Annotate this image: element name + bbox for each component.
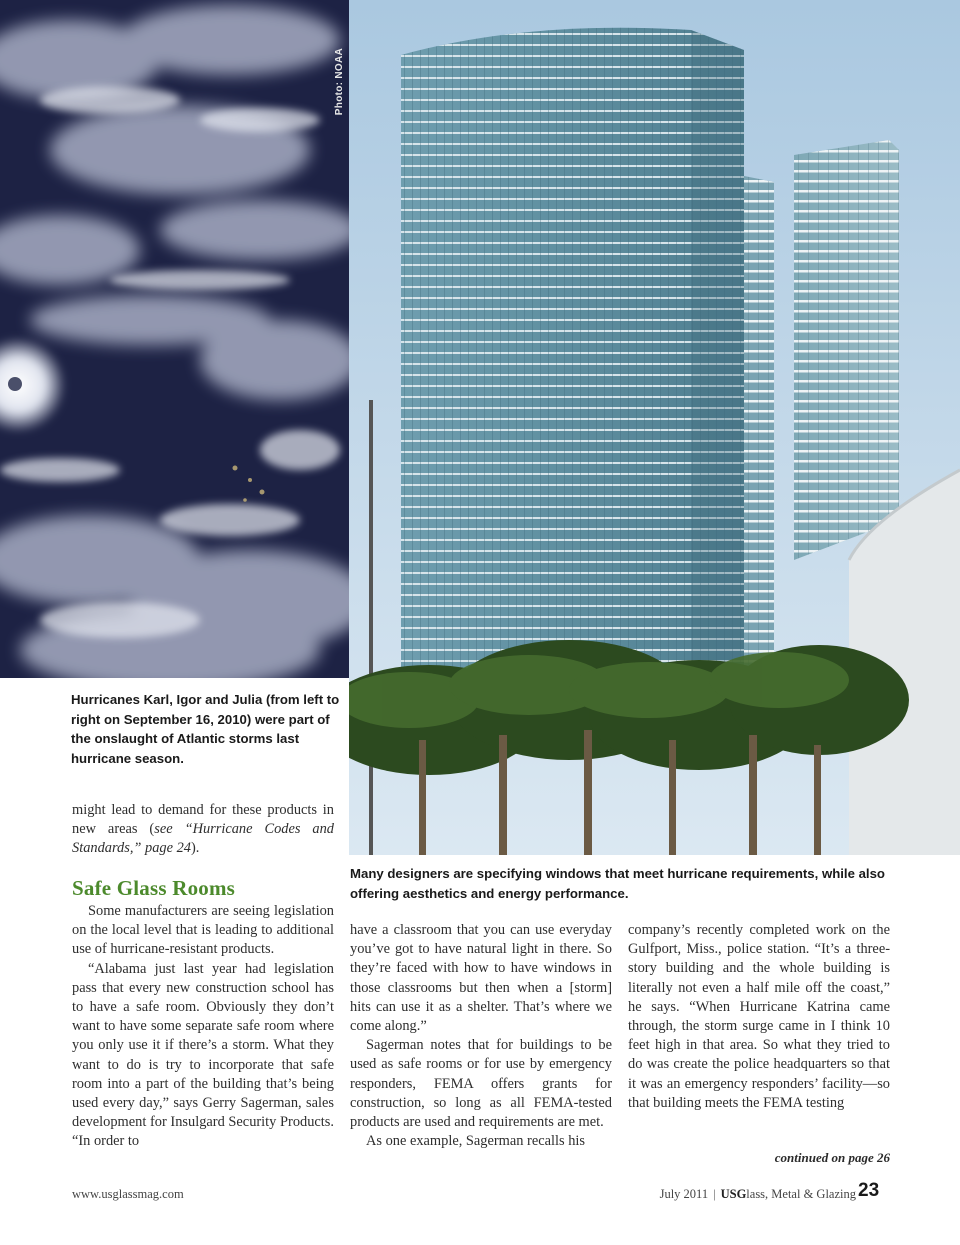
footer-date: July 2011 bbox=[659, 1187, 709, 1201]
building-image-graphic bbox=[349, 0, 960, 855]
section-heading: Safe Glass Rooms bbox=[72, 876, 236, 900]
intro-paragraph: might lead to demand for these products in new areas (see “Hurricane Codes and Standards,” page 24). bbox=[72, 802, 334, 857]
hurricane-satellite-photo bbox=[0, 0, 349, 678]
satellite-image-graphic bbox=[0, 0, 349, 678]
footer-magazine-rest: lass, Metal & Glazing bbox=[746, 1187, 856, 1201]
body-paragraph: Sagerman notes that for buildings to be used as safe rooms or for use by emergency responders, FEMA offers grants for construction, so long as all FEMA-tested products are used and requirements are met. bbox=[350, 1037, 612, 1131]
column-2-body bbox=[350, 921, 612, 1151]
photo-credit: Photo: NOAA bbox=[334, 48, 345, 116]
continued-link[interactable]: continued on page 26 bbox=[774, 1150, 890, 1165]
building-photo bbox=[349, 0, 960, 855]
column-1-body bbox=[72, 902, 334, 1152]
footer-url[interactable]: www.usglassmag.com bbox=[72, 1187, 184, 1201]
footer-issue bbox=[660, 1187, 856, 1202]
body-paragraph: company’s recently completed work on the Gulfport, Miss., police station. “It’s a three-story building and the whole building is literally not even a half mile off the coast,” he says. “When Hurricane Katrina came through, the storm surge came in I think 10 feet high in that area. So what they tried to do was create the police headquarters so that it was an emergency responders’ facility—so that building meets the FEMA testing bbox=[628, 922, 890, 1111]
body-paragraph: “Alabama just last year had legislation pass that every new construction school has to have a safe room. Obviously they don’t want to have some separate safe room where you only use it if there’s a storm. What they want to do is try to incorporate that safe room into a part of the building that’s being used every day,” says Gerry Sagerman, sales development for Insulgard Security Products. “In order to bbox=[72, 960, 334, 1150]
body-paragraph: As one example, Sagerman recalls his bbox=[366, 1133, 585, 1150]
column-1-intro bbox=[72, 801, 334, 859]
satellite-photo-caption: Hurricanes Karl, Igor and Julia (from left to right on September 16, 2010) were part of the onslaught of Atlantic storms last hurricane season. bbox=[71, 692, 340, 766]
body-paragraph: have a classroom that you can use everyday you’ve got to have natural light in there. So they’re faced with how to have windows in those classrooms but then when a [storm] hits can use it as a shelter. That’s where we come along.” bbox=[350, 922, 612, 1035]
footer-magazine-bold: USG bbox=[720, 1187, 747, 1201]
building-photo-caption: Many designers are specifying windows that meet hurricane requirements, while also offering aesthetics and energy performance. bbox=[350, 866, 885, 901]
body-paragraph: Some manufacturers are seeing legislation on the local level that is leading to additional use of hurricane-resistant products. bbox=[72, 903, 334, 958]
page-number: 23 bbox=[858, 1180, 880, 1201]
column-3-body bbox=[628, 921, 890, 1113]
cross-reference: see “Hurricane Codes and Standards,” page 24 bbox=[72, 821, 334, 857]
footer-divider: | bbox=[713, 1187, 716, 1201]
